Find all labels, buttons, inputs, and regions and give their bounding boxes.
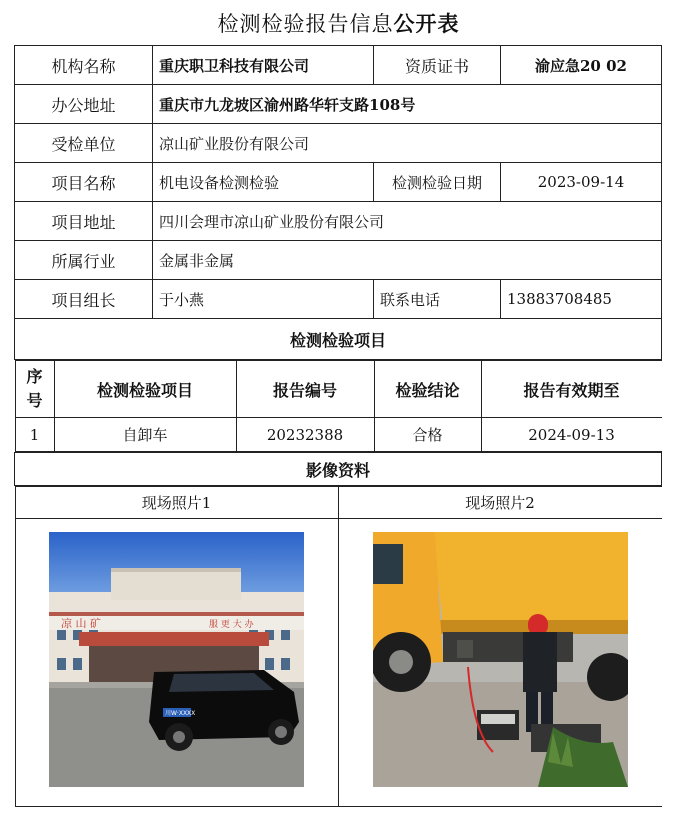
photo2-truck bbox=[373, 532, 628, 787]
item-header: 检测检验项目 bbox=[54, 361, 236, 418]
photo2-cell bbox=[338, 519, 662, 807]
truck-inspection-image bbox=[373, 532, 628, 787]
org-value: 重庆职卫科技有限公司 bbox=[153, 46, 374, 85]
site-value: 四川会理市凉山矿业股份有限公司 bbox=[153, 202, 662, 241]
phone-value: 13883708485 bbox=[501, 280, 662, 319]
license-plate-text: 川W·XXXX bbox=[165, 710, 196, 717]
photo1-label: 现场照片1 bbox=[15, 487, 338, 519]
items-table bbox=[15, 360, 662, 452]
photo1-cell bbox=[15, 519, 338, 807]
report-table bbox=[14, 45, 662, 807]
building-scene-image bbox=[49, 532, 304, 787]
photo1-building bbox=[49, 532, 304, 787]
report-no-cell: 20232388 bbox=[236, 418, 374, 452]
items-section-title: 检测检验项目 bbox=[15, 319, 662, 360]
building-sign-text-2: 服 更 大 办 bbox=[209, 620, 254, 630]
industry-value: 金属非金属 bbox=[153, 241, 662, 280]
photos-section-title: 影像资料 bbox=[15, 453, 662, 486]
valid-until-cell: 2024-09-13 bbox=[481, 418, 662, 452]
cert-label: 资质证书 bbox=[374, 46, 501, 85]
date-label: 检测检验日期 bbox=[374, 163, 501, 202]
leader-value: 于小燕 bbox=[153, 280, 374, 319]
photo2-label: 现场照片2 bbox=[338, 487, 662, 519]
org-label: 机构名称 bbox=[15, 46, 153, 85]
seq-header: 序号 bbox=[15, 361, 54, 418]
valid-until-header: 报告有效期至 bbox=[481, 361, 662, 418]
unit-value: 凉山矿业股份有限公司 bbox=[153, 124, 662, 163]
seq-cell: 1 bbox=[15, 418, 54, 452]
project-name-label: 项目名称 bbox=[15, 163, 153, 202]
addr-label: 办公地址 bbox=[15, 85, 153, 124]
page-title: 检测检验报告信息公开表 bbox=[217, 11, 460, 36]
project-name-value: 机电设备检测检验 bbox=[153, 163, 374, 202]
report-no-header: 报告编号 bbox=[236, 361, 374, 418]
date-value: 2023-09-14 bbox=[501, 163, 662, 202]
leader-label: 项目组长 bbox=[15, 280, 153, 319]
site-label: 项目地址 bbox=[15, 202, 153, 241]
photos-table bbox=[15, 486, 662, 807]
conclusion-cell: 合格 bbox=[374, 418, 481, 452]
building-sign-text: 凉 山 矿 bbox=[61, 617, 101, 630]
addr-value: 重庆市九龙坡区渝州路华轩支路108号 bbox=[153, 85, 662, 124]
unit-label: 受检单位 bbox=[15, 124, 153, 163]
conclusion-header: 检验结论 bbox=[374, 361, 481, 418]
industry-label: 所属行业 bbox=[15, 241, 153, 280]
phone-label: 联系电话 bbox=[374, 280, 501, 319]
item-cell: 自卸车 bbox=[54, 418, 236, 452]
cert-value: 渝应急20 02 bbox=[501, 46, 662, 85]
